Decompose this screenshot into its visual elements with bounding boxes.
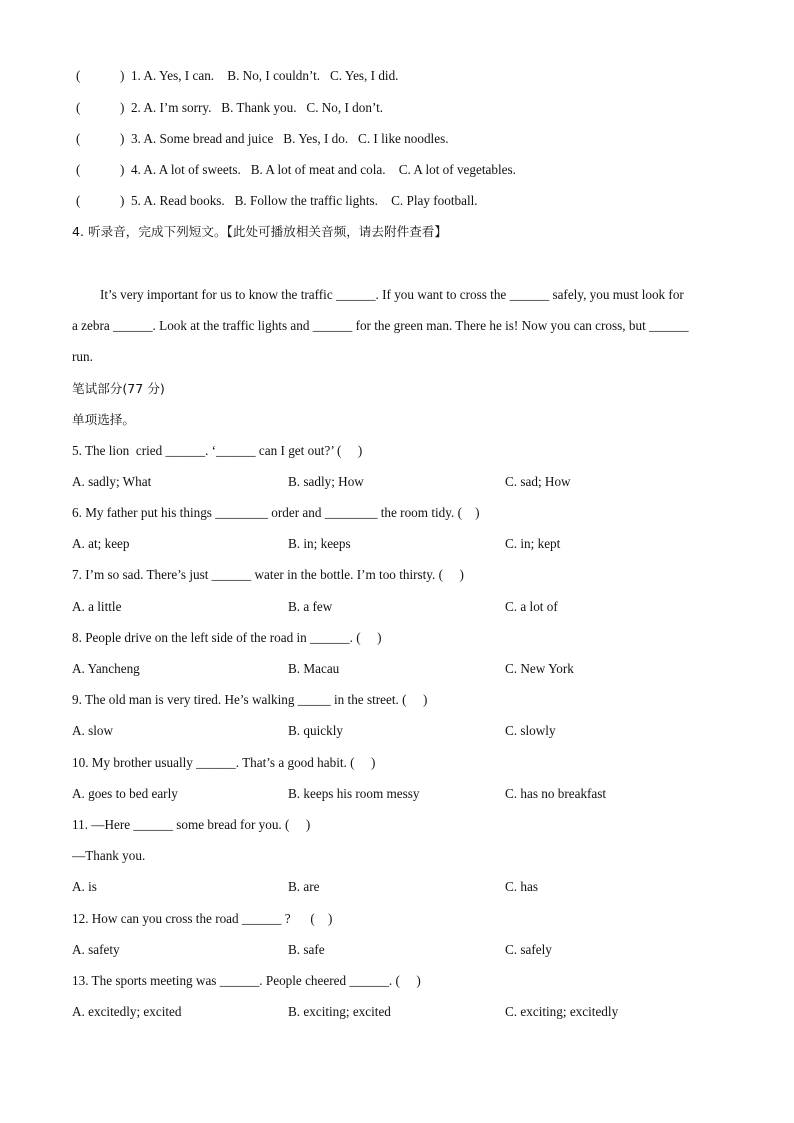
question-13-option-a: A. excitedly; excited	[72, 1004, 182, 1019]
question-13-option-b: B. exciting; excited	[288, 1004, 391, 1019]
question-11-stem: 11. —Here ______ some bread for you. ( )	[72, 817, 311, 832]
question-12-stem: 12. How can you cross the road ______ ? ( )	[72, 911, 333, 926]
question-10-option-c: C. has no breakfast	[505, 786, 607, 801]
passage-line-2: a zebra ______. Look at the traffic lights and ______ for the green man. There he is! Now you can cross, but ______	[72, 318, 689, 333]
written-part-heading: 笔试部分(77 分)	[72, 381, 165, 396]
question-6-option-b: B. in; keeps	[288, 536, 351, 551]
question-9-option-b: B. quickly	[288, 723, 343, 738]
question-10-option-a: A. goes to bed early	[72, 786, 178, 801]
question-9-stem: 9. The old man is very tired. He’s walking _____ in the street. ( )	[72, 692, 428, 707]
question-11-option-c: C. has	[505, 879, 538, 894]
question-12-option-c: C. safely	[505, 942, 552, 957]
question-7-option-c: C. a lot of	[505, 599, 558, 614]
listening-row-2: ( ) 2. A. I’m sorry. B. Thank you. C. No, I don’t.	[76, 100, 384, 115]
section4-heading: 4. 听录音，完成下列短文。【此处可播放相关音频，请去附件查看】	[72, 224, 447, 239]
question-8-stem: 8. People drive on the left side of the road in ______. ( )	[72, 630, 382, 645]
question-8-option-c: C. New York	[505, 661, 574, 676]
question-12-option-b: B. safe	[288, 942, 325, 957]
question-6-option-c: C. in; kept	[505, 536, 561, 551]
passage-line-3: run.	[72, 349, 93, 364]
question-9-option-c: C. slowly	[505, 723, 556, 738]
question-6-option-a: A. at; keep	[72, 536, 130, 551]
listening-row-3: ( ) 3. A. Some bread and juice B. Yes, I do. C. I like noodles.	[76, 131, 449, 146]
question-7-option-a: A. a little	[72, 599, 122, 614]
question-5-option-c: C. sad; How	[505, 474, 571, 489]
question-7-stem: 7. I’m so sad. There’s just ______ water in the bottle. I’m too thirsty. ( )	[72, 567, 464, 582]
question-8-option-a: A. Yancheng	[72, 661, 140, 676]
question-12-option-a: A. safety	[72, 942, 120, 957]
question-10-option-b: B. keeps his room messy	[288, 786, 420, 801]
question-11-option-a: A. is	[72, 879, 97, 894]
question-5-option-a: A. sadly; What	[72, 474, 152, 489]
question-8-option-b: B. Macau	[288, 661, 340, 676]
single-choice-heading: 单项选择。	[72, 412, 135, 427]
passage-line-1: It’s very important for us to know the traffic ______. If you want to cross the ______ safely, you must look for	[100, 287, 684, 302]
question-5-stem: 5. The lion cried ______. ‘______ can I get out?’ ( )	[72, 443, 363, 458]
question-6-stem: 6. My father put his things ________ order and ________ the room tidy. ( )	[72, 505, 480, 520]
listening-row-5: ( ) 5. A. Read books. B. Follow the traffic lights. C. Play football.	[76, 193, 478, 208]
listening-row-4: ( ) 4. A. A lot of sweets. B. A lot of meat and cola. C. A lot of vegetables.	[76, 162, 516, 177]
question-5-option-b: B. sadly; How	[288, 474, 364, 489]
question-13-stem: 13. The sports meeting was ______. People cheered ______. ( )	[72, 973, 421, 988]
question-10-stem: 10. My brother usually ______. That’s a good habit. ( )	[72, 755, 376, 770]
question-11-response: —Thank you.	[72, 848, 146, 863]
question-13-option-c: C. exciting; excitedly	[505, 1004, 619, 1019]
question-7-option-b: B. a few	[288, 599, 333, 614]
question-11-option-b: B. are	[288, 879, 320, 894]
question-9-option-a: A. slow	[72, 723, 114, 738]
listening-row-1: ( ) 1. A. Yes, I can. B. No, I couldn’t. C. Yes, I did.	[76, 68, 399, 83]
